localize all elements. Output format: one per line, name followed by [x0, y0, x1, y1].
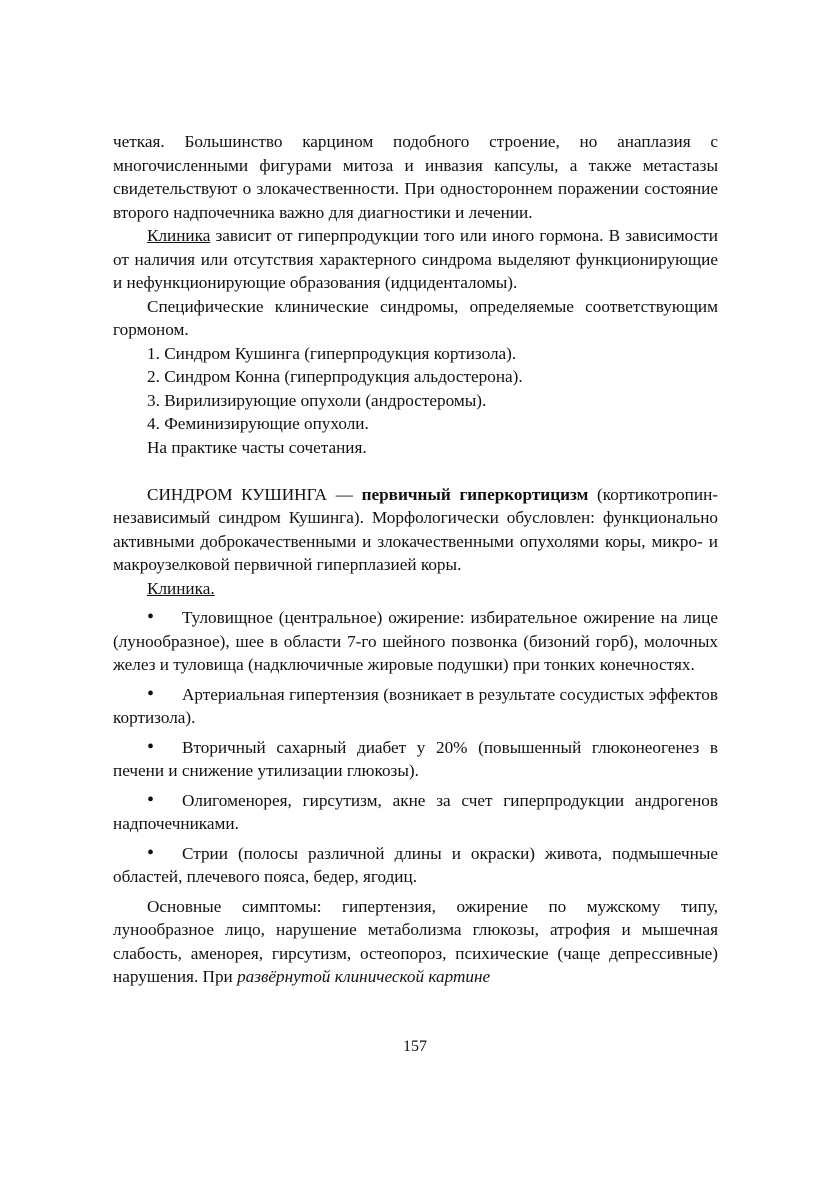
bullet-text: Туловищное (центральное) ожирение: избирательное ожирение на лице (лунообразное), шее в области 7-го шейного позвонка (бизоний горб), молочных желез и туловища (надключичные жировые подушки) при тонких конечностях.	[113, 608, 718, 674]
bullet-icon	[147, 683, 182, 707]
bullet-icon	[147, 736, 182, 760]
list-item: 3. Вирилизирующие опухоли (андростеромы).	[147, 390, 487, 410]
spacer	[113, 459, 718, 483]
paragraph-text: (кортикотропин-независимый синдром Кушинга). Морфологически обусловлен: функционально активными доброкачественными и злокачественными опухолями коры, микро- и макроузелковой первичной гиперплазией коры.	[113, 484, 718, 574]
underlined-term: Клиника	[147, 226, 211, 245]
page-body	[113, 130, 718, 989]
paragraph: четкая. Большинство карцином подобного строение, но анаплазия с многочисленными фигурами митоза и инвазия капсулы, а также метастазы свидетельствуют о злокачественности. При одностороннем поражении состояние второго надпочечника важно для диагностики и лечении.	[113, 132, 718, 222]
bullet-item	[113, 789, 718, 836]
paragraph	[113, 224, 718, 295]
bullet-icon	[147, 789, 182, 813]
bullet-icon	[147, 606, 182, 630]
page-number: 157	[403, 1038, 427, 1055]
paragraph-text: Основные симптомы: гипертензия, ожирение по мужскому типу, лунообразное лицо, нарушение метаболизма глюкозы, атрофия и мышечная слабость, аменорея, гирсутизм, остеопороз, психические (чаще депрессивные) нарушения. При	[113, 896, 718, 986]
list-item: 4. Феминизирующие опухоли.	[147, 414, 369, 433]
bullet-text: Артериальная гипертензия (возникает в результате сосудистых эффектов кортизола).	[113, 684, 718, 727]
bullet-text: Стрии (полосы различной длины и окраски) живота, подмышечные областей, плечевого пояса, бедер, ягодиц.	[113, 843, 718, 886]
clinic-heading	[113, 577, 718, 601]
bullet-text: Вторичный сахарный диабет у 20% (повышенный глюконеогенез в печени и снижение утилизации глюкозы).	[113, 737, 718, 780]
paragraph-text: зависит от гиперпродукции того или иного гормона. В зависимости от наличия или отсутствия характерного синдрома выделяют функционирующие и нефункционирующие образования (идциденталомы).	[113, 226, 718, 292]
paragraph: На практике часты сочетания.	[147, 437, 367, 457]
section-paragraph	[113, 483, 718, 577]
underlined-term: Клиника.	[147, 578, 215, 598]
list-item: 2. Синдром Конна (гиперпродукция альдостерона).	[147, 367, 523, 386]
bold-term: первичный гиперкортицизм	[361, 484, 589, 504]
section-title: СИНДРОМ КУШИНГА —	[147, 484, 362, 504]
italic-text: развёрнутой клинической картине	[237, 967, 491, 986]
list-item: 1. Синдром Кушинга (гиперпродукция кортизола).	[147, 343, 517, 363]
bullet-item	[113, 683, 718, 730]
bullet-icon	[147, 842, 182, 866]
bullet-text: Олигоменорея, гирсутизм, акне за счет гиперпродукции андрогенов надпочечниками.	[113, 790, 718, 833]
paragraph	[113, 895, 718, 989]
bullet-item	[113, 842, 718, 889]
bullet-item	[113, 736, 718, 783]
bullet-item	[113, 606, 718, 677]
paragraph: Специфические клинические синдромы, определяемые соответствующим гормоном.	[113, 296, 718, 339]
